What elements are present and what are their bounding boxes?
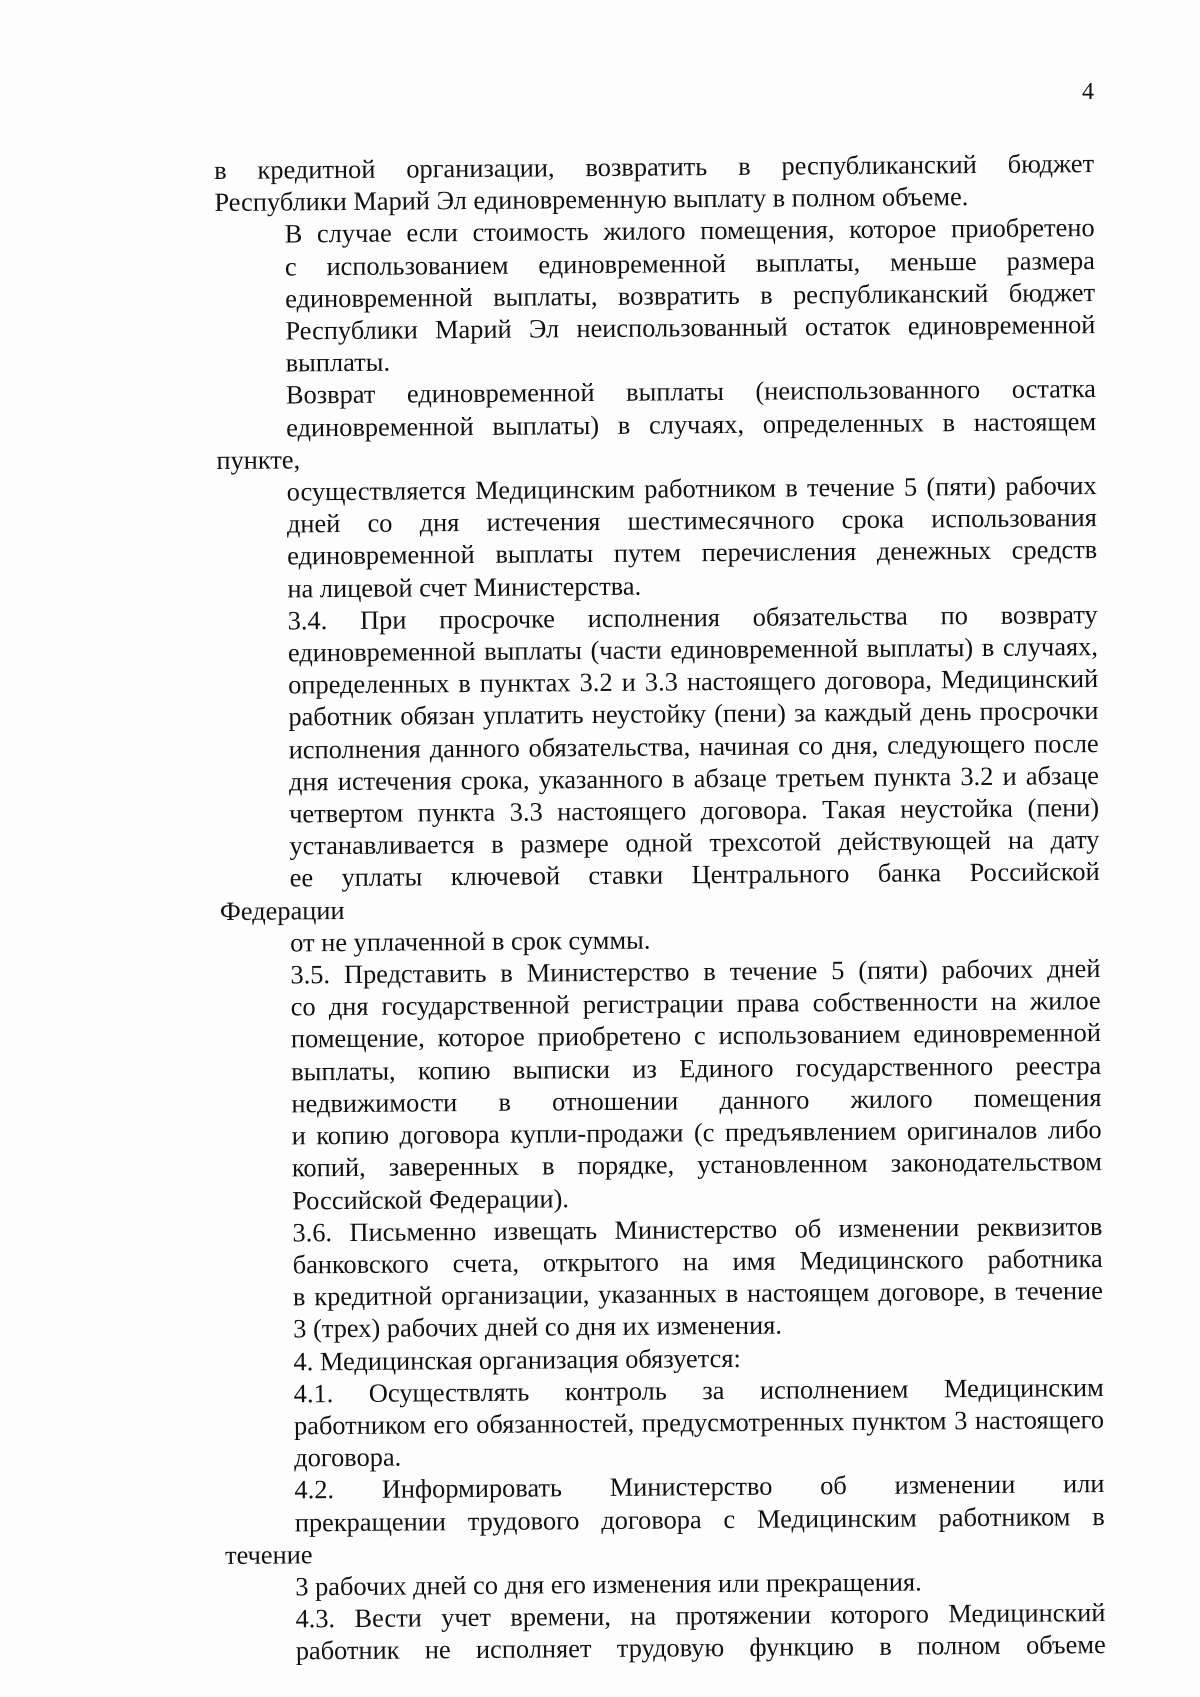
page-number: 4 bbox=[1082, 79, 1094, 105]
paragraph-3-4 bbox=[218, 598, 1101, 959]
text-line: Республики Марий Эл единовременную выплату в полном объеме. bbox=[214, 181, 969, 218]
text-line: 3.5. Представить в Министерство в течение 5 (пяти) рабочих дней bbox=[290, 953, 1101, 990]
text-line: 3 (трех) рабочих дней со дня их изменения. bbox=[293, 1309, 783, 1344]
document-body bbox=[214, 147, 1106, 1667]
paragraph-unused-remainder bbox=[215, 211, 1096, 379]
text-line: недвижимости в отношении данного жилого помещения bbox=[291, 1081, 1102, 1119]
text-line: 4.2. Информировать Министерство об изменении или bbox=[294, 1468, 1105, 1505]
text-line: выплаты. bbox=[285, 346, 391, 378]
text-line: помещение, которое приобретено с использованием единовременной bbox=[290, 1017, 1102, 1054]
text-line: прекращении трудового договора с Медицинским работником в течение bbox=[224, 1500, 1105, 1570]
text-line: работник не исполняет трудовую функцию в полном объеме bbox=[295, 1629, 1106, 1666]
text-line: в кредитной организации, возвратить в республиканский бюджет bbox=[214, 148, 1095, 185]
text-line: единовременной выплаты (части единовременной выплаты) в случаях, bbox=[287, 631, 1099, 668]
text-line: единовременной выплаты, возвратить в республиканский бюджет bbox=[285, 276, 1096, 314]
text-line: и копию договора купли-продажи (с предъявлением оригиналов либо bbox=[291, 1114, 1102, 1151]
text-line: со дня государственной регистрации права собственности на жилое bbox=[290, 985, 1101, 1022]
text-line: работником его обязанностей, предусмотренных пунктом 3 настоящего bbox=[293, 1403, 1105, 1441]
paragraph-4-3 bbox=[225, 1596, 1105, 1667]
text-line: В случае если стоимость жилого помещения, которое приобретено bbox=[284, 212, 1095, 249]
text-line: 3.4. При просрочке исполнения обязательства по возврату bbox=[287, 598, 1098, 636]
text-line: Возврат единовременной выплаты (неиспользованного остатка bbox=[285, 373, 1096, 410]
text-line: дней со дня истечения шестимесячного срока использования bbox=[286, 502, 1097, 539]
text-line: с использованием единовременной выплаты, меньше размера bbox=[284, 244, 1095, 282]
paragraph-4-1 bbox=[224, 1371, 1105, 1475]
text-line: ее уплаты ключевой ставки Центрального банка Российской Федерации bbox=[219, 856, 1100, 926]
text-line: 3.6. Письменно извещать Министерство об изменении реквизитов bbox=[292, 1210, 1103, 1248]
text-line: банковского счета, открытого на имя Медицинского работника bbox=[292, 1242, 1103, 1280]
text-line: единовременной выплаты путем перечисления денежных средств bbox=[287, 534, 1098, 571]
text-line: устанавливается в размере одной трехсотой действующей на дату bbox=[289, 824, 1100, 861]
text-line: в кредитной организации, указанных в настоящем договоре, в течение bbox=[292, 1275, 1104, 1312]
paragraph-4-2 bbox=[224, 1467, 1105, 1603]
text-line: на лицевой счет Министерства. bbox=[287, 570, 642, 604]
text-line: определенных в пунктах 3.2 и 3.3 настоящего договора, Медицинский bbox=[288, 663, 1099, 700]
text-line: дня истечения срока, указанного в абзаце третьем пункта 3.2 и абзаце bbox=[288, 759, 1100, 797]
text-line: единовременной выплаты) в случаях, определенных в настоящем пункте, bbox=[216, 405, 1097, 475]
paragraph-return-payment bbox=[214, 147, 1094, 218]
text-line: работник обязан уплатить неустойку (пени) за каждый день просрочки bbox=[288, 695, 1099, 732]
text-line: исполнения данного обязательства, начиная со дня, следующего после bbox=[288, 727, 1099, 765]
paragraph-3-5 bbox=[220, 952, 1102, 1217]
text-line: договора. bbox=[294, 1441, 402, 1473]
text-line: Российской Федерации). bbox=[292, 1182, 570, 1215]
text-line: Республики Марий Эл неиспользованный остаток единовременной bbox=[285, 309, 1096, 346]
paragraph-return-procedure bbox=[216, 373, 1098, 605]
text-line: копий, заверенных в порядке, установленном законодательством bbox=[291, 1146, 1103, 1183]
text-line: от не уплаченной в срок суммы. bbox=[290, 924, 651, 958]
text-line: 4.1. Осуществлять контроль за исполнением Медицинским bbox=[293, 1371, 1104, 1409]
text-line: осуществляется Медицинским работником в течение 5 (пяти) рабочих bbox=[286, 470, 1097, 507]
text-line: 4.3. Вести учет времени, на протяжении которого Медицинский bbox=[295, 1597, 1106, 1634]
paragraph-3-6 bbox=[222, 1210, 1103, 1346]
text-line: 4. Медицинская организация обязуется: bbox=[293, 1342, 741, 1376]
text-line: четвертом пункта 3.3 настоящего договора. Такая неустойка (пени) bbox=[289, 792, 1100, 829]
text-line: выплаты, копию выписки из Единого государственного реестра bbox=[291, 1049, 1102, 1087]
text-line: 3 рабочих дней со дня его изменения или прекращения. bbox=[295, 1566, 922, 1602]
